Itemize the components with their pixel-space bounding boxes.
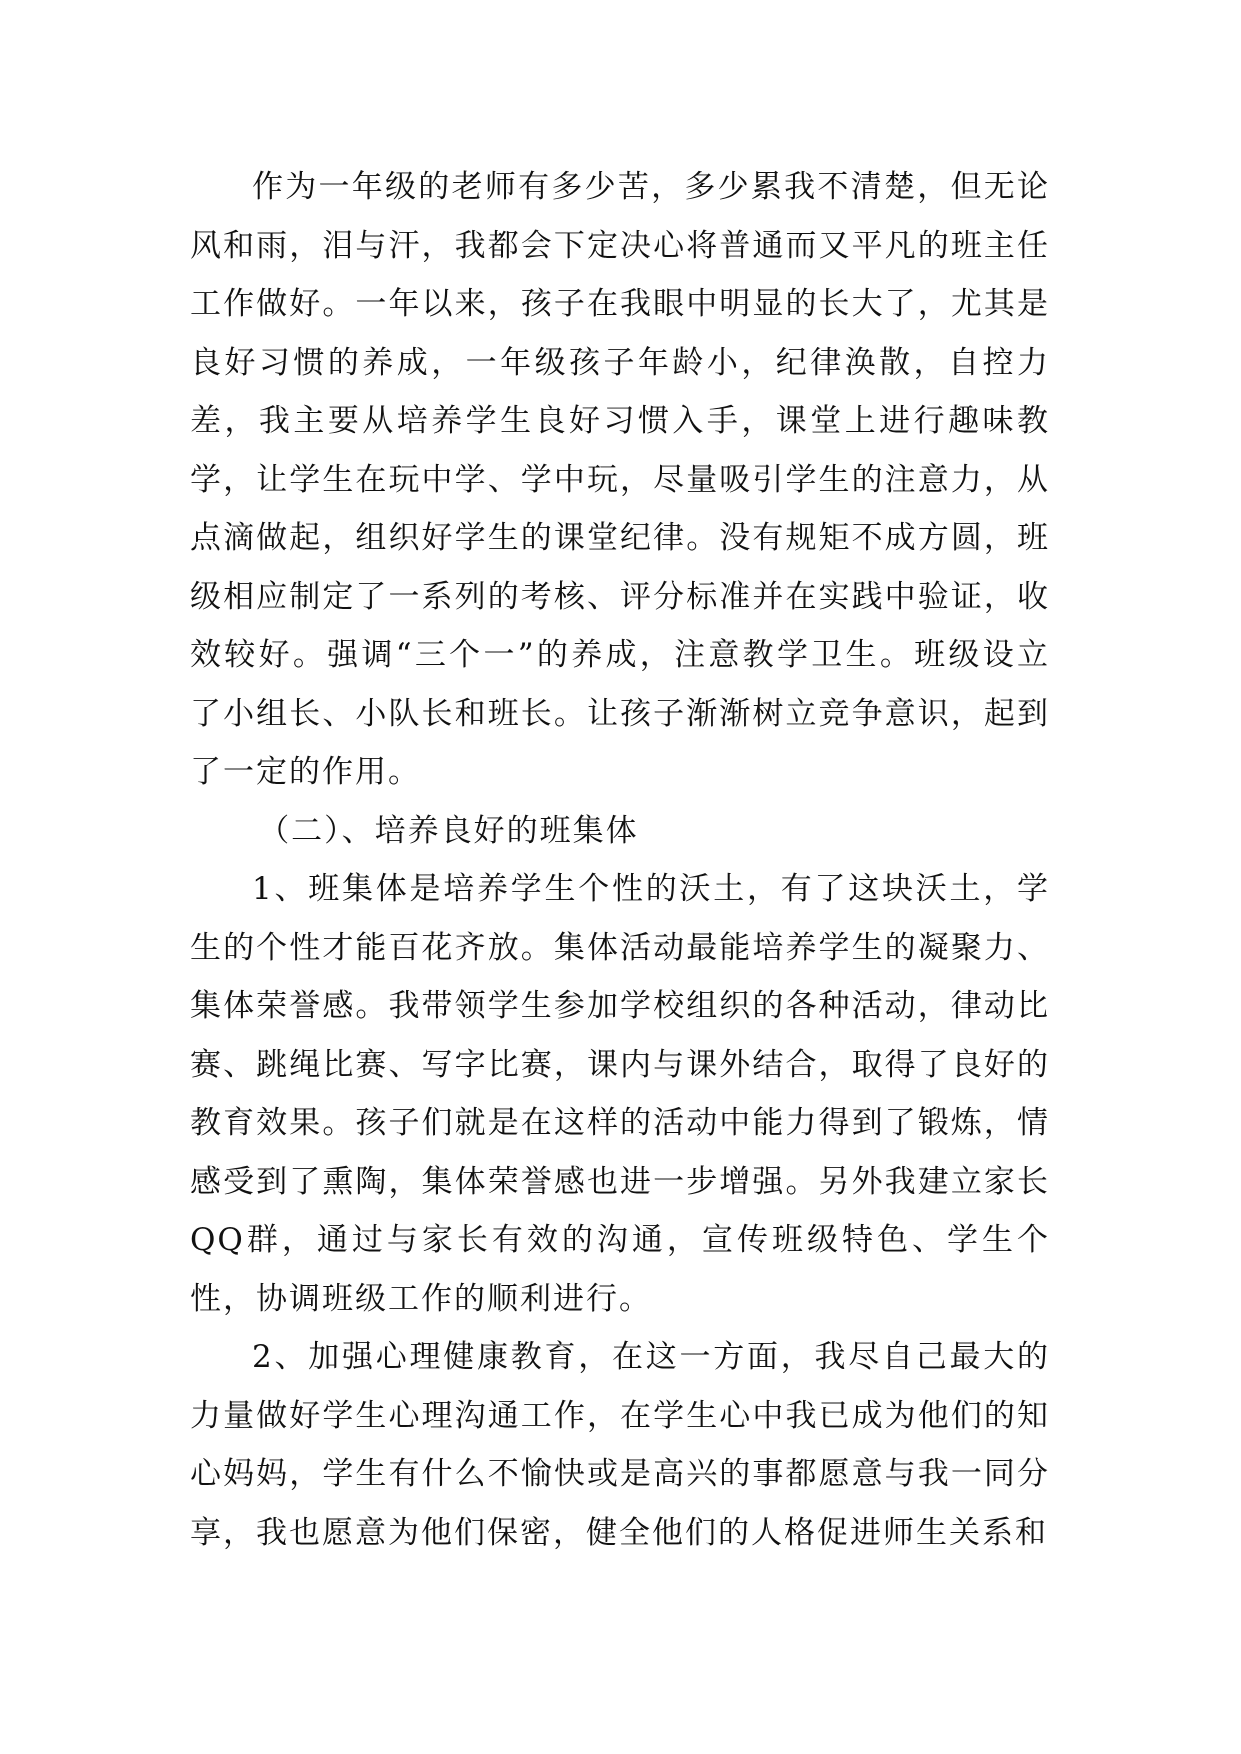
paragraph-collective-activities: 1、班集体是培养学生个性的沃土，有了这块沃土，学生的个性才能百花齐放。集体活动最能培养学生的凝聚力、集体荣誉感。我带领学生参加学校组织的各种活动，律动比赛、跳绳比赛、写字比赛，课内与课外结合，取得了良好的教育效果。孩子们就是在这样的活动中能力得到了锻炼，情感受到了熏陶，集体荣誉感也进一步增强。另外我建立家长QQ群，通过与家长有效的沟通，宣传班级特色、学生个性，协调班级工作的顺利进行。 bbox=[190, 871, 1050, 1317]
paragraph-class-management: 作为一年级的老师有多少苦，多少累我不清楚，但无论风和雨，泪与汗，我都会下定决心将普通而又平凡的班主任工作做好。一年以来，孩子在我眼中明显的长大了，尤其是良好习惯的养成，一年级孩子年龄小，纪律涣散，自控力差，我主要从培养学生良好习惯入手，课堂上进行趣味教学，让学生在玩中学、学中玩，尽量吸引学生的注意力，从点滴做起，组织好学生的课堂纪律。没有规矩不成方圆，班级相应制定了一系列的考核、评分标准并在实践中验证，收效较好。强调“三个一”的养成，注意教学卫生。班级设立了小组长、小队长和班长。让孩子渐渐树立竞争意识，起到了一定的作用。 bbox=[190, 169, 1050, 790]
paragraph-mental-health: 2、加强心理健康教育，在这一方面，我尽自己最大的力量做好学生心理沟通工作，在学生心中我已成为他们的知心妈妈，学生有什么不愉快或是高兴的事都愿意与我一同分享，我也愿意为他们保密，健全他们的人格促进师生关系和 bbox=[190, 1339, 1050, 1551]
document-body bbox=[190, 158, 1050, 1562]
section-heading-class-collective: （二）、培养良好的班集体 bbox=[258, 812, 639, 849]
